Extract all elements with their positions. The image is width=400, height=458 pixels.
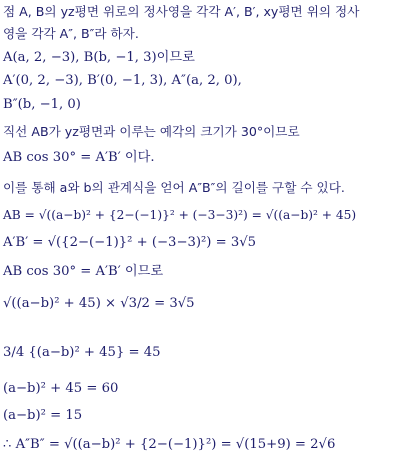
- line-12: √((a−b)² + 45) × √3/2 = 3√5: [3, 296, 195, 311]
- line-6: 직선 AB가 yz평면과 이루는 예각의 크기가 30°이므로: [3, 124, 300, 139]
- line-7: AB cos 30° = A′B′ 이다.: [3, 150, 155, 165]
- line-1: 점 A, B의 yz평면 위로의 정사영을 각각 A′, B′, xy평면 위의 정사: [3, 4, 360, 19]
- line-4: A′(0, 2, −3), B′(0, −1, 3), A″(a, 2, 0),: [3, 73, 242, 88]
- line-8: 이를 통해 a와 b의 관계식을 얻어 A″B″의 길이를 구할 수 있다.: [3, 180, 345, 195]
- line-15: (a−b)² = 15: [3, 408, 83, 423]
- line-11: AB cos 30° = A′B′ 이므로: [3, 264, 164, 279]
- line-16: ∴ A″B″ = √((a−b)² + {2−(−1)}²) = √(15+9) = 2√6: [3, 437, 336, 452]
- line-9: AB = √((a−b)² + {2−(−1)}² + (−3−3)²) = √((a−b)² + 45): [3, 208, 357, 222]
- line-10: A′B′ = √({2−(−1)}² + (−3−3)²) = 3√5: [3, 235, 257, 250]
- line-3: A(a, 2, −3), B(b, −1, 3)이므로: [3, 50, 195, 65]
- line-5: B″(b, −1, 0): [3, 97, 81, 112]
- line-14: (a−b)² + 45 = 60: [3, 381, 119, 396]
- line-2: 영을 각각 A″, B″라 하자.: [3, 26, 139, 41]
- line-13: 3/4 {(a−b)² + 45} = 45: [3, 345, 161, 360]
